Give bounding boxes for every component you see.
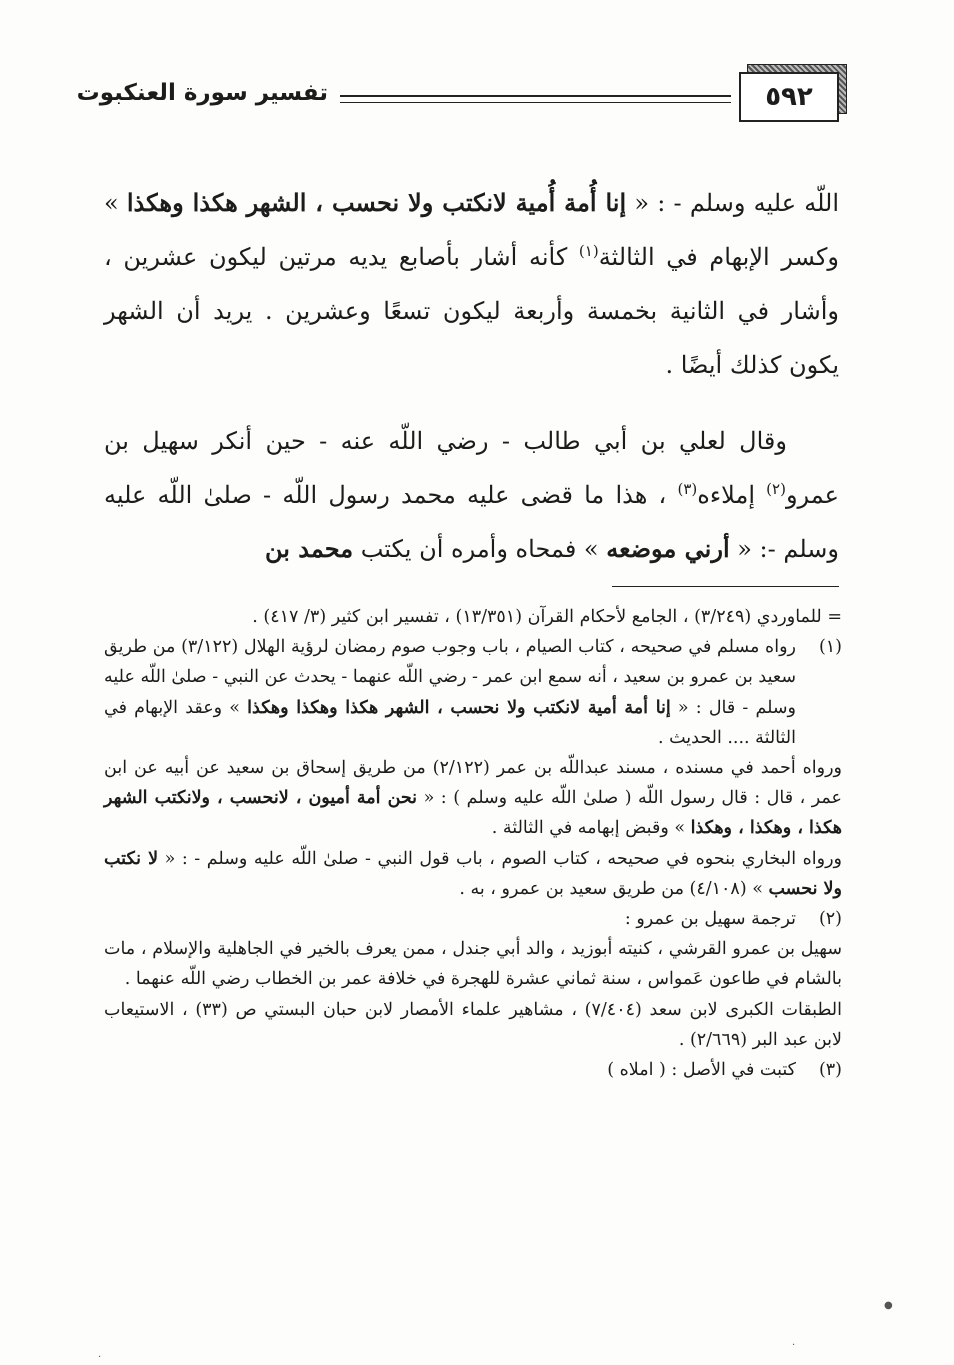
text-run: » وكسر الإبهام في الثالثة — [104, 189, 840, 271]
text-run: كأنه أشار بأصابع يديه مرتين ليكون عشرين ، وأشار في الثانية بخمسة وأربعة ليكون تسعًا وعشرين . يريد أن الشهر يكون كذلك أيضًا . — [104, 243, 839, 379]
footnote-2-bio: سهيل بن عمرو القرشي ، كنيته أبوزيد ، والد أبي جندل ، ممن يعرف بالخير في الجاهلية والإسلام ، مات بالشام في طاعون عَمواس ، سنة ثماني عشرة للهجرة في خلافة عمر بن الخطاب رضي اللّه عنهما . — [104, 939, 842, 990]
hadith-quote: نحن أمة أميون ، لانحسب ، ولانكتب الشهر هكذا ، وهكذا ، وهكذا — [104, 788, 842, 839]
main-text — [104, 176, 839, 576]
paragraph-2 — [104, 414, 839, 576]
hadith-quote: أرني موضعه — [606, 534, 730, 563]
footnote-2 — [104, 904, 842, 934]
footnote-1-para-3 — [104, 844, 842, 904]
footnote-continuation: = للماوردي (٣/٢٤٩) ، الجامع لأحكام القرآن (١٣/٣٥١) ، تفسير ابن كثير (٣/ ٤١٧) . — [252, 607, 842, 627]
footnote-1-para-1 — [104, 632, 796, 753]
footnotes — [104, 602, 842, 1085]
text-run: » وقبض إبهامه في الثالثة . — [491, 818, 691, 839]
footnote-number: (١) — [818, 637, 842, 658]
footnote-2-heading: ترجمة سهيل بن عمرو : — [624, 909, 796, 930]
scan-speck: · — [98, 1352, 102, 1363]
page-header — [76, 68, 839, 128]
text-run: » (٤/١٠٨) من طريق سعيد بن عمرو ، به . — [459, 878, 769, 899]
text-run: ، هذا ما قضى عليه محمد رسول اللّه - صلىٰ اللّه عليه وسلم -: « — [104, 481, 839, 563]
text-run: » وعقد الإبهام في الثالثة .... الحديث . — [104, 697, 796, 748]
bold-name: محمد بن — [264, 534, 354, 563]
paragraph-1 — [104, 176, 839, 392]
footnote-ref-2: (٢) — [766, 480, 786, 498]
footnote-1-para-2 — [104, 753, 842, 844]
footnote-separator — [612, 586, 839, 587]
footnote-ref-3: (٣) — [677, 480, 698, 498]
scan-speck: ● — [884, 1300, 893, 1311]
footnote-number: (٢) — [818, 909, 842, 930]
footnote-3-text: كتبت في الأصل : ( املاه ) — [607, 1060, 796, 1081]
text-run: » فمحاه وأمره أن يكتب — [353, 535, 607, 563]
hadith-quote: إنا أمة أمية لانكتب ولا نحسب ، الشهر هكذا وهكذا وهكذا — [247, 697, 671, 718]
footnote-3 — [104, 1055, 842, 1085]
text-run: رواه مسلم في صحيحه ، كتاب الصيام ، باب وجوب صوم رمضان لرؤية الهلال (٣/١٢٢) من طريق سعيد بن عمرو بن سعيد ، أنه سمع ابن عمر - رضي اللّه عنهما - يحدث عن النبي - صلىٰ اللّه عليه وسلم - قال : « — [104, 637, 797, 718]
footnote-number: (٣) — [818, 1060, 842, 1081]
footnote-1 — [104, 632, 842, 753]
hadith-quote: لا نكتب ولا نحسب — [104, 848, 842, 899]
text-run: وقال لعلي بن أبي طالب - رضي اللّه عنه - حين أنكر سهيل بن عمرو — [104, 427, 839, 509]
header-rule — [340, 95, 731, 103]
page-number: ٥٩٢ — [739, 72, 839, 122]
text-run: ورواه البخاري بنحوه في صحيحه ، كتاب الصوم ، باب قول النبي - صلىٰ اللّه عليه وسلم - : « — [158, 848, 842, 869]
footnote-ref-1: (١) — [578, 242, 599, 260]
hadith-quote: إنا أُمة أُمية لانكتب ولا نحسب ، الشهر هكذا وهكذا — [126, 188, 627, 217]
scan-speck: · — [792, 1340, 796, 1351]
text-run: ورواه أحمد في مسنده ، مسند عبداللّه بن عمر (٢/١٢٢) من طريق إسحاق بن سعيد عن أبيه عن ابن عمر ، قال : قال رسول اللّه ( صلىٰ اللّه عليه وسلم ) : « — [104, 758, 842, 809]
footnote-2-sources: الطبقات الكبرى لابن سعد (٧/٤٠٤) ، مشاهير علماء الأمصار لابن حبان البستي ص (٣٣) ، الاستيعاب لابن عبد البر (٢/٦٦٩) . — [104, 999, 842, 1050]
running-title: تفسير سورة العنكبوت — [76, 80, 328, 106]
text-run: اللّه عليه وسلم - : « — [626, 189, 840, 217]
text-run: إملاءه — [697, 481, 767, 509]
